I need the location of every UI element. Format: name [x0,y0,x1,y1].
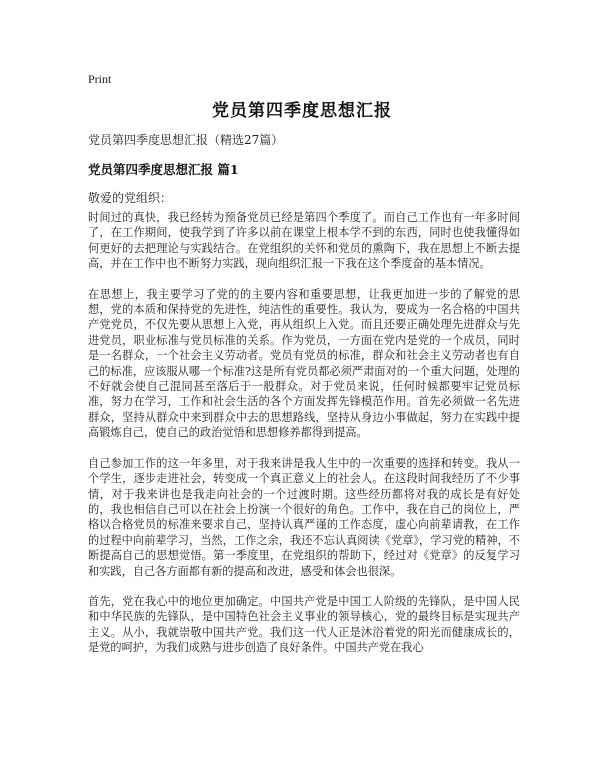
paragraph: 首先，党在我心中的地位更加确定。中国共产党是中国工人阶级的先锋队，是中国人民和中华民族的先锋队，是中国特色社会主义事业的领导核心，党的最终目标是实现共产主义。从小，我就崇敬中国共产党。我们这一代人正是沐浴着党的阳光而健康成长的，是党的呵护，为我们成熟与进步创造了良好条件。中国共产党在我心 [88,594,520,655]
paragraph: 自己参加工作的这一年多里，对于我来讲是我人生中的一次重要的选择和转变。我从一个学生，逐步走进社会，转变成一个真正意义上的社会人。在这段时间我经历了不少事情，对于我来讲也是我走向社会的一个过渡时期。这些经历都将对我的成长是有好处的，我也相信自己可以在社会上扮演一个很好的角色。工作中，我在自己的岗位上，严格以合格党员的标准来要求自己，坚持认真严谨的工作态度，虚心向前辈请教，在工作的过程中向前辈学习，当然，工作之余，我还不忘认真阅读《党章》，学习党的精神，不断提高自己的思想觉悟。第一季度里，在党组织的帮助下，经过对《党章》的反复学习和实践，自己各方面都有新的提高和改进，感受和体会也很深。 [88,456,520,578]
page-title: 党员第四季度思想汇报 [212,101,392,121]
section-heading: 党员第四季度思想汇报 篇1 [88,162,239,177]
paragraph: 时间过的真快，我已经转为预备党员已经是第四个季度了。而自己工作也有一年多时间了，在工作期间，使我学到了许多以前在课堂上根本学不到的东西，同时也使我懂得如何更好的去把理论与实践结合。在党组织的关怀和党员的熏陶下，我在思想上不断去提高，并在工作中也不断努力实践，现向组织汇报一下我在这个季度奋的基本情况。 [88,211,520,271]
document-subtitle: 党员第四季度思想汇报（精选27篇） [88,133,284,147]
paragraph: 在思想上，我主要学习了党的的主要内容和重要思想，让我更加进一步的了解党的思想，党的本质和保持党的先进性，纯洁性的重要性。我认为，要成为一名合格的中国共产党党员，不仅先要从思想上入党，再从组织上入党。而且还要正确处理先进群众与先进党员，职业标准与党员标准的关系。作为党员，一方面在党内是党的一个成员，同时是一名群众，一个社会主义劳动者。党员有党员的标准，群众和社会主义劳动者也有自己的标准，应该服从哪一个标准?这是所有党员都必须严肃面对的一个重大问题，处理的不好就会使自己混同甚至落后于一般群众。对于党员来说，任何时候都要牢记党员标准，努力在学习，工作和社会生活的各个方面发挥先锋模范作用。首先必须做一名先进群众，坚持从群众中来到群众中去的思想路线，坚持从身边小事做起，努力在实践中提高锻炼自己，使自己的政治觉悟和思想修养都得到提高。 [88,287,520,440]
salutation: 敬爱的党组织： [88,191,173,205]
body-text [88,210,520,671]
print-label[interactable]: Print [88,72,112,86]
